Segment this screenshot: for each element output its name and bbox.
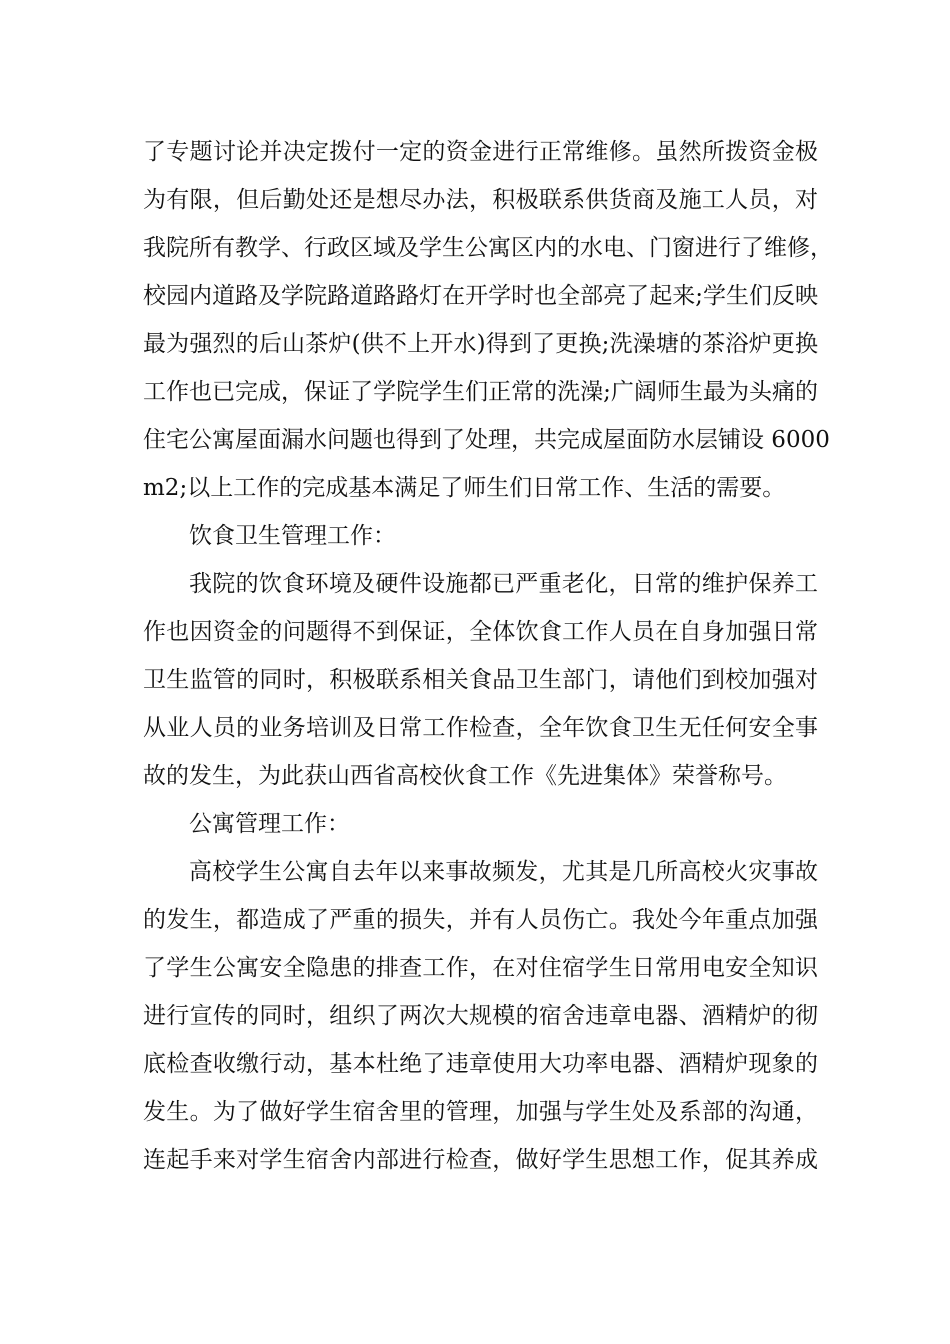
text-line: 工作也已完成，保证了学院学生们正常的洗澡;广阔师生最为头痛的 bbox=[143, 379, 818, 405]
text-line: 作也因资金的问题得不到保证，全体饮食工作人员在自身加强日常 bbox=[143, 619, 818, 645]
text-line: m2;以上工作的完成基本满足了师生们日常工作、生活的需要。 bbox=[143, 475, 786, 501]
text-line: 故的发生，为此获山西省高校伙食工作《先进集体》荣誉称号。 bbox=[143, 763, 787, 789]
document-body bbox=[143, 128, 833, 1184]
text-line: 我院的饮食环境及硬件设施都已严重老化，日常的维护保养工 bbox=[189, 571, 818, 597]
text-line: 我院所有教学、行政区域及学生公寓区内的水电、门窗进行了维修， bbox=[143, 235, 833, 261]
text-line: 为有限，但后勤处还是想尽办法，积极联系供货商及施工人员，对 bbox=[143, 187, 818, 213]
text-line: 最为强烈的后山茶炉(供不上开水)得到了更换;洗澡塘的茶浴炉更换 bbox=[143, 331, 818, 357]
text-line: 校园内道路及学院路道路路灯在开学时也全部亮了起来;学生们反映 bbox=[143, 283, 818, 309]
text-line: 进行宣传的同时，组织了两次大规模的宿舍违章电器、酒精炉的彻 bbox=[143, 1003, 818, 1029]
text-line: 卫生监管的同时，积极联系相关食品卫生部门，请他们到校加强对 bbox=[143, 667, 818, 693]
text-line: 住宅公寓屋面漏水问题也得到了处理，共完成屋面防水层铺设 6000 bbox=[143, 427, 830, 453]
text-line: 连起手来对学生宿舍内部进行检查，做好学生思想工作，促其养成 bbox=[143, 1147, 818, 1173]
text-line: 发生。为了做好学生宿舍里的管理，加强与学生处及系部的沟通， bbox=[143, 1099, 818, 1125]
text-line: 了专题讨论并决定拨付一定的资金进行正常维修。虽然所拨资金极 bbox=[143, 139, 818, 165]
section-heading-apartment: 公寓管理工作： bbox=[189, 811, 350, 837]
text-line: 了学生公寓安全隐患的排查工作，在对住宿学生日常用电安全知识 bbox=[143, 955, 818, 981]
text-line: 从业人员的业务培训及日常工作检查，全年饮食卫生无任何安全事 bbox=[143, 715, 818, 741]
text-line: 底检查收缴行动，基本杜绝了违章使用大功率电器、酒精炉现象的 bbox=[143, 1051, 818, 1077]
section-heading-catering: 饮食卫生管理工作： bbox=[189, 523, 396, 549]
text-line: 的发生，都造成了严重的损失，并有人员伤亡。我处今年重点加强 bbox=[143, 907, 818, 933]
text-line: 高校学生公寓自去年以来事故频发，尤其是几所高校火灾事故 bbox=[189, 859, 818, 885]
